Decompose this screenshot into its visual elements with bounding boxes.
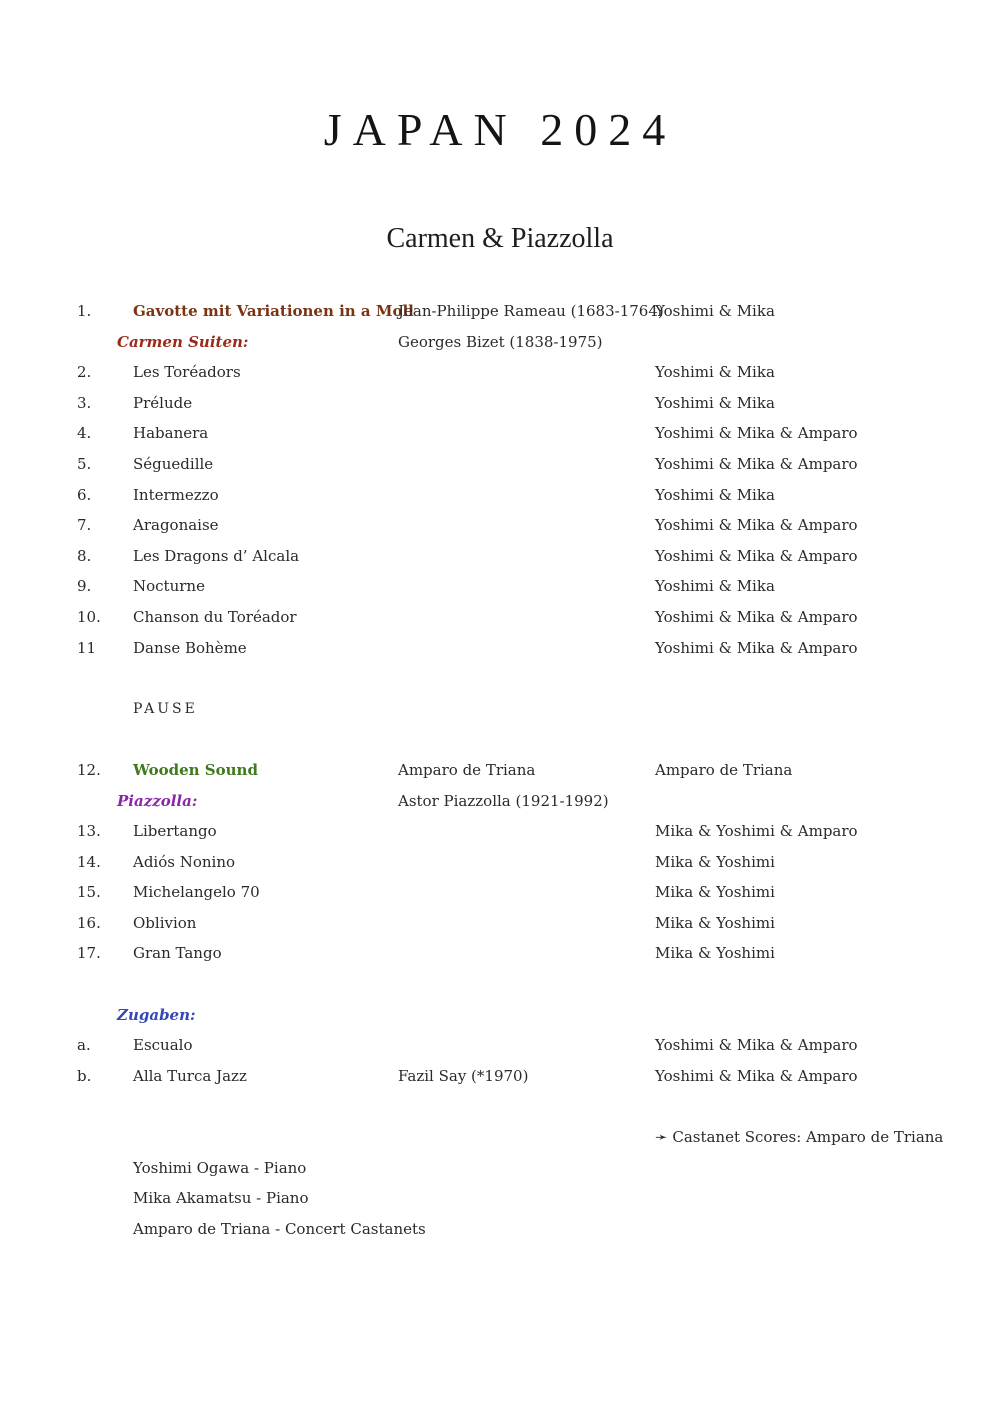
item-number: 2. bbox=[77, 363, 92, 382]
section-heading-carmen: Carmen Suiten: bbox=[117, 332, 249, 351]
item-title: Alla Turca Jazz bbox=[133, 1066, 247, 1085]
item-number: 10. bbox=[77, 607, 101, 626]
program-list bbox=[0, 296, 1000, 1244]
item-performer: Yoshimi & Mika & Amparo bbox=[655, 1066, 858, 1085]
pause-row bbox=[0, 694, 1000, 725]
program-item bbox=[0, 357, 1000, 388]
item-title: Gavotte mit Variationen in a Moll bbox=[133, 302, 414, 320]
pause-label: PAUSE bbox=[133, 700, 198, 717]
item-title: Oblivion bbox=[133, 913, 197, 932]
program-item bbox=[0, 541, 1000, 572]
program-item bbox=[0, 755, 1000, 786]
program-item bbox=[0, 388, 1000, 419]
spacer bbox=[0, 969, 1000, 1000]
program-item bbox=[0, 816, 1000, 847]
page-title: JAPAN 2024 bbox=[323, 104, 677, 155]
item-title: Les Toréadors bbox=[133, 363, 241, 382]
spacer bbox=[0, 663, 1000, 694]
item-number: 13. bbox=[77, 822, 101, 841]
section-heading-piazzolla: Piazzolla: bbox=[117, 791, 198, 810]
item-performer: Yoshimi & Mika & Amparo bbox=[655, 1036, 858, 1055]
item-composer: Fazil Say (*1970) bbox=[398, 1066, 529, 1085]
program-item bbox=[0, 510, 1000, 541]
item-title: Nocturne bbox=[133, 577, 205, 596]
section-row-encore bbox=[0, 1000, 1000, 1031]
item-title: Séguedille bbox=[133, 454, 214, 473]
item-performer: Yoshimi & Mika bbox=[655, 577, 775, 596]
item-number: 12. bbox=[77, 760, 101, 779]
item-performer: Yoshimi & Mika & Amparo bbox=[655, 638, 858, 657]
item-number: 1. bbox=[77, 302, 92, 320]
item-performer: Yoshimi & Mika & Amparo bbox=[655, 546, 858, 565]
credit-line: Yoshimi Ogawa - Piano bbox=[133, 1158, 307, 1177]
section-row-carmen bbox=[0, 327, 1000, 358]
item-number: 8. bbox=[77, 546, 92, 565]
program-item bbox=[0, 418, 1000, 449]
item-performer: Yoshimi & Mika & Amparo bbox=[655, 607, 858, 626]
item-title: Gran Tango bbox=[133, 944, 222, 963]
item-number: 11 bbox=[77, 638, 97, 657]
item-performer: Mika & Yoshimi bbox=[655, 944, 775, 963]
credit-row bbox=[0, 1153, 1000, 1184]
item-title: Escualo bbox=[133, 1036, 193, 1055]
item-number: 16. bbox=[77, 913, 101, 932]
item-composer: Amparo de Triana bbox=[398, 760, 536, 779]
program-item bbox=[0, 877, 1000, 908]
item-performer: Mika & Yoshimi bbox=[655, 913, 775, 932]
item-number: 5. bbox=[77, 454, 92, 473]
item-performer: Mika & Yoshimi bbox=[655, 852, 775, 871]
section-heading-encore: Zugaben: bbox=[117, 1005, 196, 1024]
item-number: 4. bbox=[77, 424, 92, 443]
credit-line: Mika Akamatsu - Piano bbox=[133, 1189, 309, 1208]
spacer bbox=[0, 724, 1000, 755]
item-performer: Mika & Yoshimi & Amparo bbox=[655, 822, 858, 841]
program-item bbox=[0, 480, 1000, 511]
item-performer: Mika & Yoshimi bbox=[655, 883, 775, 902]
program-item bbox=[0, 847, 1000, 878]
item-number: b. bbox=[77, 1066, 92, 1085]
item-composer: Jean-Philippe Rameau (1683-1764) bbox=[398, 302, 664, 320]
item-performer: Yoshimi & Mika & Amparo bbox=[655, 424, 858, 443]
item-number: 9. bbox=[77, 577, 92, 596]
item-number: 3. bbox=[77, 393, 92, 412]
program-item bbox=[0, 449, 1000, 480]
item-number: 7. bbox=[77, 516, 92, 535]
castanet-note-row bbox=[0, 1122, 1000, 1153]
program-item bbox=[0, 938, 1000, 969]
item-title: Habanera bbox=[133, 424, 209, 443]
program-item bbox=[0, 908, 1000, 939]
item-performer: Yoshimi & Mika & Amparo bbox=[655, 454, 858, 473]
credit-row bbox=[0, 1214, 1000, 1245]
item-number: 14. bbox=[77, 852, 101, 871]
castanet-note: ➛ Castanet Scores: Amparo de Triana bbox=[655, 1128, 944, 1147]
spacer bbox=[0, 1091, 1000, 1122]
page-subtitle: Carmen & Piazzolla bbox=[386, 223, 614, 254]
section-composer-piazzolla: Astor Piazzolla (1921-1992) bbox=[398, 791, 609, 810]
item-title: Wooden Sound bbox=[133, 760, 258, 779]
item-number: 6. bbox=[77, 485, 92, 504]
item-performer: Yoshimi & Mika bbox=[655, 485, 775, 504]
item-performer: Yoshimi & Mika bbox=[655, 393, 775, 412]
section-row-piazzolla bbox=[0, 786, 1000, 817]
credit-row bbox=[0, 1183, 1000, 1214]
program-item bbox=[0, 1061, 1000, 1092]
item-title: Aragonaise bbox=[133, 516, 219, 535]
credit-line: Amparo de Triana - Concert Castanets bbox=[133, 1219, 426, 1238]
program-item bbox=[0, 602, 1000, 633]
item-title: Adiós Nonino bbox=[133, 852, 236, 871]
item-number: 17. bbox=[77, 944, 101, 963]
section-composer-carmen: Georges Bizet (1838-1975) bbox=[398, 332, 603, 351]
item-number: 15. bbox=[77, 883, 101, 902]
item-number: a. bbox=[77, 1036, 91, 1055]
item-performer: Amparo de Triana bbox=[655, 760, 793, 779]
program-item bbox=[0, 571, 1000, 602]
program-item bbox=[0, 633, 1000, 664]
item-title: Intermezzo bbox=[133, 485, 219, 504]
item-performer: Yoshimi & Mika bbox=[655, 302, 775, 320]
item-title: Chanson du Toréador bbox=[133, 607, 297, 626]
item-performer: Yoshimi & Mika & Amparo bbox=[655, 516, 858, 535]
program-item bbox=[0, 296, 1000, 327]
item-title: Les Dragons d’ Alcala bbox=[133, 546, 300, 565]
item-performer: Yoshimi & Mika bbox=[655, 363, 775, 382]
program-item bbox=[0, 1030, 1000, 1061]
item-title: Michelangelo 70 bbox=[133, 883, 260, 902]
item-title: Danse Bohème bbox=[133, 638, 247, 657]
item-title: Prélude bbox=[133, 393, 193, 412]
item-title: Libertango bbox=[133, 822, 217, 841]
